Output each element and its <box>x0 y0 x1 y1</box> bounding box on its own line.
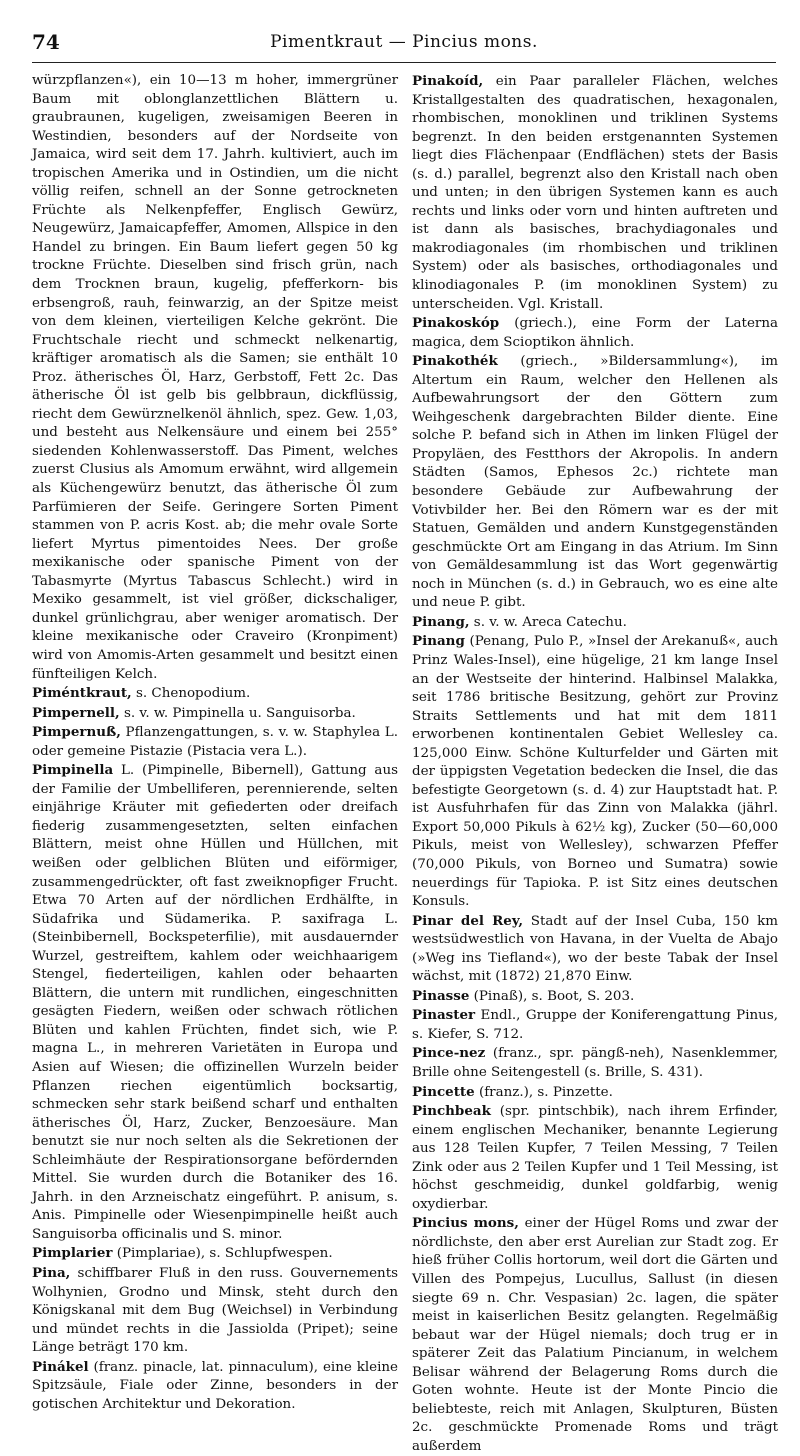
entry-text: einer der Hügel Roms und zwar der nördlichste, den aber erst Aurelian zur Stadt zog. Er hieß früher Collis hortorum, weil dort die Gärten und Villen des Pompejus, Lucullus, Sallust (in diesen siegte 69 n. Chr. Vespasian) 2c. lagen, die später meist in kaiserlichen Besitz gelangten. Regelmäßig bebaut war der Hügel niemals; doch trug er in späterer Zeit das Palatium Pincianum, in welchem Belisar während der Belagerung Roms durch die Goten wohnte. Heute ist der Monte Pincio die beliebteste, reich mit Anlagen, Skulpturen, Büsten 2c. geschmückte Promenade Roms und trägt außerdem <box>412 1216 778 1454</box>
dictionary-entry <box>412 72 778 314</box>
entry-text: (franz. pinacle, lat. pinnaculum), eine kleine Spitzsäule, Fiale oder Zinne, besonders in der gotischen Architektur und Dekoration. <box>32 1359 398 1412</box>
dictionary-entry <box>32 704 398 724</box>
page-number: 74 <box>32 30 60 54</box>
entry-headword: Pincius mons, <box>412 1215 519 1232</box>
entry-headword: Piméntkraut, <box>32 685 132 702</box>
entry-text: ein Paar paralleler Flächen, welches Kristallgestalten des quadratischen, hexagonalen, rhombischen, monoklinen und triklinen Systems begrenzt. In den beiden erstgenannten Systemen liegt dies Flächenpaar (Endflächen) stets der Basis (s. d.) parallel, begrenzt also den Kristall nach oben und unten; in den übrigen Systemen kann es auch rechts und links oder vorn und hinten auftreten und ist dann als basisches, brachydiagonales und makrodiagonales (im rhombischen und triklinen System) oder als basisches, orthodiagonales und klinodiagonales P. (im monoklinen System) zu unterscheiden. Vgl. Kristall. <box>412 74 778 312</box>
dictionary-entry <box>412 1044 778 1082</box>
entry-headword: Pinasse <box>412 987 470 1004</box>
entry-headword: Pinakoskóp <box>412 315 500 332</box>
entry-headword: Pinang, <box>412 613 470 630</box>
entry-text: würzpflanzen«), ein 10—13 m hoher, immergrüner Baum mit oblonglanzettlichen Blättern u. graubraunen, kugeligen, zweisamigen Beeren in Westindien, besonders auf der Nordseite von Jamaica, wird seit dem 17. Jahrh. kultiviert, auch im tropischen Amerika und in Ostindien, um die nicht völlig reifen, schnell an der Sonne getrockneten Früchte als Nelkenpfeffer, Englisch Gewürz, Neugewürz, Jamaicapfeffer, Amomen, Allspice in den Handel zu bringen. Ein Baum liefert gegen 50 kg trockne Früchte. Dieselben sind frisch grün, nach dem Trocknen braun, kugelig, pfefferkorn- bis erbsengroß, rauh, feinwarzig, an der Spitze meist von dem kleinen, vierteiligen Kelche gekrönt. Die Fruchtschale riecht und schmeckt nelkenartig, kräftiger aromatisch als die Samen; sie enthält 10 Proz. ätherisches Öl, Harz, Gerbstoff, Fett 2c. Das ätherische Öl ist gelb bis gelbbraun, dickflüssig, riecht dem Gewürznelkenöl ähnlich, spez. Gew. 1,03, und besteht aus Nelkensäure und einem bei 255° siedenden Kohlenwasserstoff. Das Piment, welches zuerst Clusius als Amomum erwähnt, wird allgemein als Küchengewürz benutzt, das ätherische Öl zum Parfümieren der Seife. Geringere Sorten Piment stammen von P. acris Kost. ab; die mehr ovale Sorte liefert Myrtus pimentoides Nees. Der große mexikanische oder spanische Piment von der Tabasmyrte (Myrtus Tabascus Schlecht.) wird in Mexiko gesammelt, ist viel größer, dickschaliger, dunkel grünlichgrau, aber weniger aromatisch. Der kleine mexikanische oder Craveiro (Kronpiment) wird von Amomis-Arten gesammelt und besitzt einen fünfteiligen Kelch. <box>32 73 398 682</box>
dictionary-entry <box>32 684 398 704</box>
entry-headword: Pinar del Rey, <box>412 912 524 929</box>
page-header <box>32 28 776 63</box>
dictionary-entry <box>412 912 778 987</box>
entry-text: (Pinaß), s. Boot, S. 203. <box>469 988 635 1004</box>
entry-headword: Pinchbeak <box>412 1103 491 1120</box>
entry-headword: Pinaster <box>412 1007 476 1024</box>
entry-text: (spr. pintschbik), nach ihrem Erfinder, einem englischen Mechaniker, benannte Legierung aus 128 Teilen Kupfer, 7 Teilen Messing, 7 Teilen Zink oder aus 2 Teilen Kupfer und 1 Teil Messing, ist höchst geschmeidig, dunkel goldfarbig, wenig oxydierbar. <box>412 1104 778 1212</box>
running-head: Pimentkraut — Pincius mons. <box>270 32 538 52</box>
entry-text: L. (Pimpinelle, Bibernell), Gattung aus der Familie der Umbelliferen, perennierende, selten einjährige Kräuter mit gefiederten oder dreifach fiederig zusammengesetzten, selten einfachen Blättern, meist ohne Hüllen und Hüllchen, mit weißen oder gelblichen Blüten und eiförmiger, zusammengedrückter, oft fast zweiknopfiger Frucht. Etwa 70 Arten auf der nördlichen Erdhälfte, in Südafrika und Südamerika. P. saxifraga L. (Steinbibernell, Bockspeterfilie), mit ausdauernder Wurzel, gestreiftem, kahlem oder weichhaarigem Stengel, fiederteiligen, kahlen oder behaarten Blättern, die untern mit rundlichen, eingeschnitten gesägten Fiedern, weißen oder schwach rötlichen Blüten und kahlen Früchten, findet sich, wie P. magna L., in mehreren Varietäten in Europa und Asien auf Wiesen; die offizinellen Wurzeln beider Pflanzen riechen eigentümlich bocksartig, schmecken sehr stark beißend scharf und enthalten ätherisches Öl, Harz, Zucker, Benzoesäure. Man benutzt sie nur noch selten als die Sekretionen der Schleimhäute der Respirationsorgane befördernden Mittel. Sie wurden durch die Botaniker des 16. Jahrh. in den Arzneischatz eingeführt. P. anisum, s. Anis. Pimpinelle oder Wiesenpimpinelle heißt auch Sanguisorba officinalis und S. minor. <box>32 763 398 1242</box>
dictionary-entry <box>32 1244 398 1264</box>
entry-text: (griech., »Bildersammlung«), im Altertum ein Raum, welcher den Hellenen als Aufbewahrungsort der den Göttern zum Weihgeschenk dargebrachten Bilder diente. Eine solche P. befand sich in Athen im linken Flügel der Propyläen, des Festthors der Akropolis. In andern Städten (Samos, Ephesos 2c.) richtete man besondere Gebäude zur Aufbewahrung der Votivbilder her. Bei den Römern war es der mit Statuen, Gemälden und andern Kunstgegenständen geschmückte Ort am Eingang in das Atrium. Im Sinn von Gemäldesammlung ist das Wort gegenwärtig noch in München (s. d.) in Gebrauch, wo es eine alte und neue P. gibt. <box>412 354 778 611</box>
entry-text: s. Chenopodium. <box>131 686 251 702</box>
dictionary-entry <box>32 723 398 761</box>
entry-headword: Pimpernuß, <box>32 724 121 741</box>
entry-text: s. v. w. Areca Catechu. <box>469 614 627 630</box>
dictionary-entry <box>412 1083 778 1103</box>
entry-headword: Pinang <box>412 633 465 650</box>
entry-headword: Pinakothék <box>412 353 498 370</box>
dictionary-entry <box>32 72 398 684</box>
entry-text: s. v. w. Pimpinella u. Sanguisorba. <box>119 705 356 721</box>
dictionary-entry <box>412 987 778 1007</box>
left-column <box>32 72 398 1412</box>
dictionary-entry <box>412 1006 778 1044</box>
dictionary-entry <box>412 1214 778 1456</box>
entry-text: (Penang, Pulo P., »Insel der Arekanuß«, auch Prinz Wales-Insel), eine hügelige, 21 km lange Insel an der Westseite der hinterind. Halbinsel Malakka, seit 1786 britische Besitzung, gehört zur Provinz Straits Settlements und hat mit dem 1811 erworbenen kontinentalen Gebiet Wellesley ca. 125,000 Einw. Schöne Kulturfelder und Gärten mit der üppigsten Vegetation bedecken die Insel, die das befestigte Georgetown (s. d. 4) zur Hauptstadt hat. P. ist Ausfuhrhafen für das Zinn von Malakka (jährl. Export 50,000 Pikuls à 62½ kg), Zucker (50—60,000 Pikuls, meist von Wellesley), schwarzen Pfeffer (70,000 Pikuls, von Borneo und Sumatra) sowie neuerdings für Tapioka. P. ist Sitz eines deutschen Konsuls. <box>412 634 778 910</box>
entry-text: (griech.), eine Form der Laterna magica, dem Scioptikon ähnlich. <box>412 316 778 350</box>
entry-text: (franz.), s. Pinzette. <box>474 1084 613 1100</box>
dictionary-entry <box>412 1102 778 1214</box>
entry-text: (franz., spr. pängß-neh), Nasenklemmer, Brille ohne Seitengestell (s. Brille, S. 431). <box>412 1046 778 1080</box>
dictionary-entry <box>412 352 778 613</box>
entry-headword: Pina, <box>32 1265 71 1281</box>
entry-text: (Pimplariae), s. Schlupfwespen. <box>112 1246 333 1262</box>
dictionary-entry <box>412 632 778 911</box>
entry-text: Pflanzengattungen, s. v. w. Staphylea L. oder gemeine Pistazie (Pistacia vera L.). <box>32 725 398 759</box>
dictionary-entry <box>412 613 778 633</box>
entry-headword: Pincette <box>412 1083 475 1100</box>
entry-headword: Pimplarier <box>32 1245 113 1262</box>
dictionary-entry <box>32 1358 398 1415</box>
dictionary-entry <box>32 761 398 1244</box>
entry-headword: Pinakoíd, <box>412 73 484 89</box>
entry-headword: Pimpinella <box>32 762 114 779</box>
entry-text: Endl., Gruppe der Koniferengattung Pinus, s. Kiefer, S. 712. <box>412 1008 778 1042</box>
right-column <box>412 72 778 1454</box>
dictionary-entry <box>32 1264 398 1358</box>
entry-text: schiffbarer Fluß in den russ. Gouvernements Wolhynien, Grodno und Minsk, steht durch den Königskanal mit dem Bug (Weichsel) in Verbindung und mündet rechts in die Jassiolda (Pripet); seine Länge beträgt 170 km. <box>32 1266 398 1356</box>
entry-headword: Pimpernell, <box>32 704 120 721</box>
entry-text: Stadt auf der Insel Cuba, 150 km westsüdwestlich von Havana, in der Vuelta de Abajo (»Weg ins Tiefland«), wo der beste Tabak der Insel wächst, mit (1872) 21,870 Einw. <box>412 913 778 985</box>
entry-headword: Pince-nez <box>412 1045 486 1062</box>
entry-headword: Pinákel <box>32 1358 89 1375</box>
dictionary-entry <box>412 314 778 352</box>
